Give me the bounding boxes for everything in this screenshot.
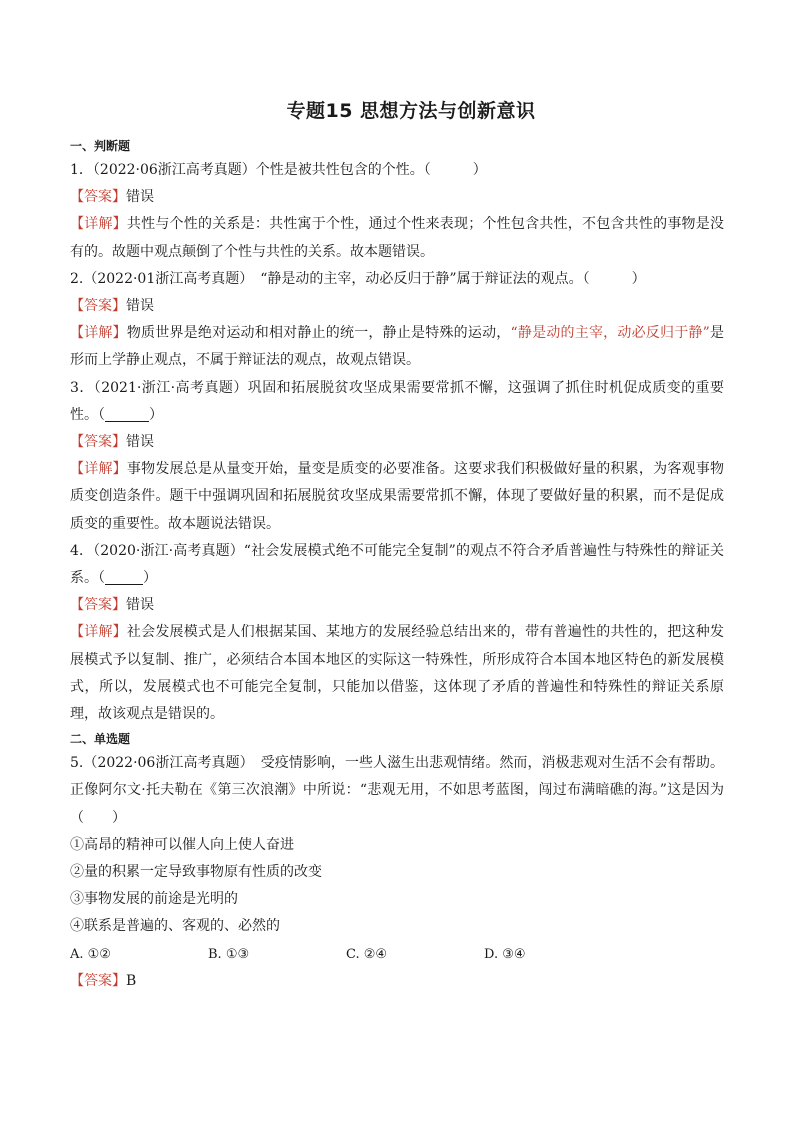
question-2-answer: [70, 293, 724, 320]
question-4-stem: [70, 538, 724, 592]
question-3-answer: [70, 429, 724, 456]
question-5-item: ③事物发展的前途是光明的: [70, 891, 238, 908]
question-1-answer: [70, 184, 724, 211]
answer-tag: 【答案】: [70, 972, 126, 989]
question-1-stem: 1．（2022·06浙江高考真题）个性是被共性包含的个性。（ ）: [70, 162, 487, 178]
question-4-stem-text: 4．（2020·浙江·高考真题）“社会发展模式绝不可能完全复制”的观点不符合矛盾普遍性与特殊性的辩证关系。（: [70, 542, 724, 587]
detail-tag: 【详解】: [70, 216, 127, 233]
question-5-item: ①高昂的精神可以催人向上使人奋进: [70, 836, 294, 853]
question-4-detail: [70, 619, 724, 728]
answer-tag: 【答案】: [70, 189, 126, 206]
answer-tag: 【答案】: [70, 434, 126, 451]
detail-text-b: 是形而上学静止观点，不属于辩证法的观点，故观点错误。: [70, 325, 725, 369]
answer-value: 错误: [126, 434, 154, 451]
answer-blank: [105, 568, 143, 585]
detail-tag: 【详解】: [70, 325, 127, 342]
detail-tag: 【详解】: [70, 624, 127, 641]
option-a: A. ①②: [70, 946, 111, 962]
question-2-stem: 2.（2022·01浙江高考真题） “静是动的主宰，动必反归于静”属于辩证法的观点。（ ）: [70, 270, 646, 287]
answer-blank: [105, 405, 149, 422]
section-heading-judgment: 一、判断题: [70, 139, 131, 153]
answer-value: 错误: [126, 298, 154, 315]
detail-tag: 【详解】: [70, 461, 127, 478]
answer-value: B: [126, 972, 137, 989]
question-4-answer: [70, 592, 724, 619]
page-title: 专题15 思想方法与创新意识: [286, 100, 536, 122]
answer-tag: 【答案】: [70, 298, 126, 315]
question-3-stem: [70, 375, 724, 429]
option-c: C. ②④: [346, 946, 388, 962]
question-5-stem: 5.（2022·06浙江高考真题） 受疫情影响，一些人滋生出悲观情绪。然而，消极悲观对生活不会有帮助。正像阿尔文·托夫勒在《第三次浪潮》中所说：“悲观无用，不如思考蓝图，闯过布满暗礁的海。”这是因为（ ）: [70, 755, 724, 826]
answer-value: 错误: [126, 597, 154, 614]
detail-text: 共性与个性的关系是：共性寓于个性，通过个性来表现；个性包含共性，不包含共性的事物是没有的。故题中观点颠倒了个性与共性的关系。故本题错误。: [70, 216, 724, 260]
section-heading-single-choice: 二、单选题: [70, 732, 131, 747]
question-2-detail: [70, 320, 724, 374]
option-d: D. ③④: [484, 946, 526, 962]
question-3-stem-close: ）: [149, 406, 163, 423]
detail-text: 社会发展模式是人们根据某国、某地方的发展经验总结出来的，带有普遍性的共性的，把这种发展模式予以复制、推广，必须结合本国本地区的实际这一特殊性，所形成符合本国本地区特色的新发展模式，所以，发展模式也不可能完全复制，只能加以借鉴，这体现了矛盾的普遍性和特殊性的辩证关系原理，故该观点是错误的。: [70, 624, 724, 723]
detail-text-a: 物质世界是绝对运动和相对静止的统一，静止是特殊的运动，: [126, 325, 511, 342]
answer-value: 错误: [126, 189, 154, 206]
detail-quote-highlight: “静是动的主宰，动必反归于静”: [510, 325, 710, 342]
question-5-item: ④联系是普遍的、客观的、必然的: [70, 918, 280, 935]
question-4-stem-close: ）: [143, 570, 157, 587]
answer-tag: 【答案】: [70, 597, 126, 614]
question-3-stem-text: 3．（2021·浙江·高考真题）巩固和拓展脱贫攻坚成果需要常抓不懈，这强调了抓住时机促成质变的重要性。（: [70, 379, 724, 423]
question-5-options: [70, 941, 724, 968]
question-5-item: ②量的积累一定导致事物原有性质的改变: [70, 864, 322, 881]
detail-text: 事物发展总是从量变开始，量变是质变的必要准备。这要求我们积极做好量的积累，为客观事物质变创造条件。题干中强调巩固和拓展脱贫攻坚成果需要常抓不懈，体现了要做好量的积累，而不是促成质变的重要性。故本题说法错误。: [70, 461, 724, 532]
question-3-detail: [70, 456, 724, 538]
option-b: B. ①③: [208, 946, 250, 962]
question-1-detail: [70, 211, 724, 265]
question-5-answer: [70, 968, 724, 995]
